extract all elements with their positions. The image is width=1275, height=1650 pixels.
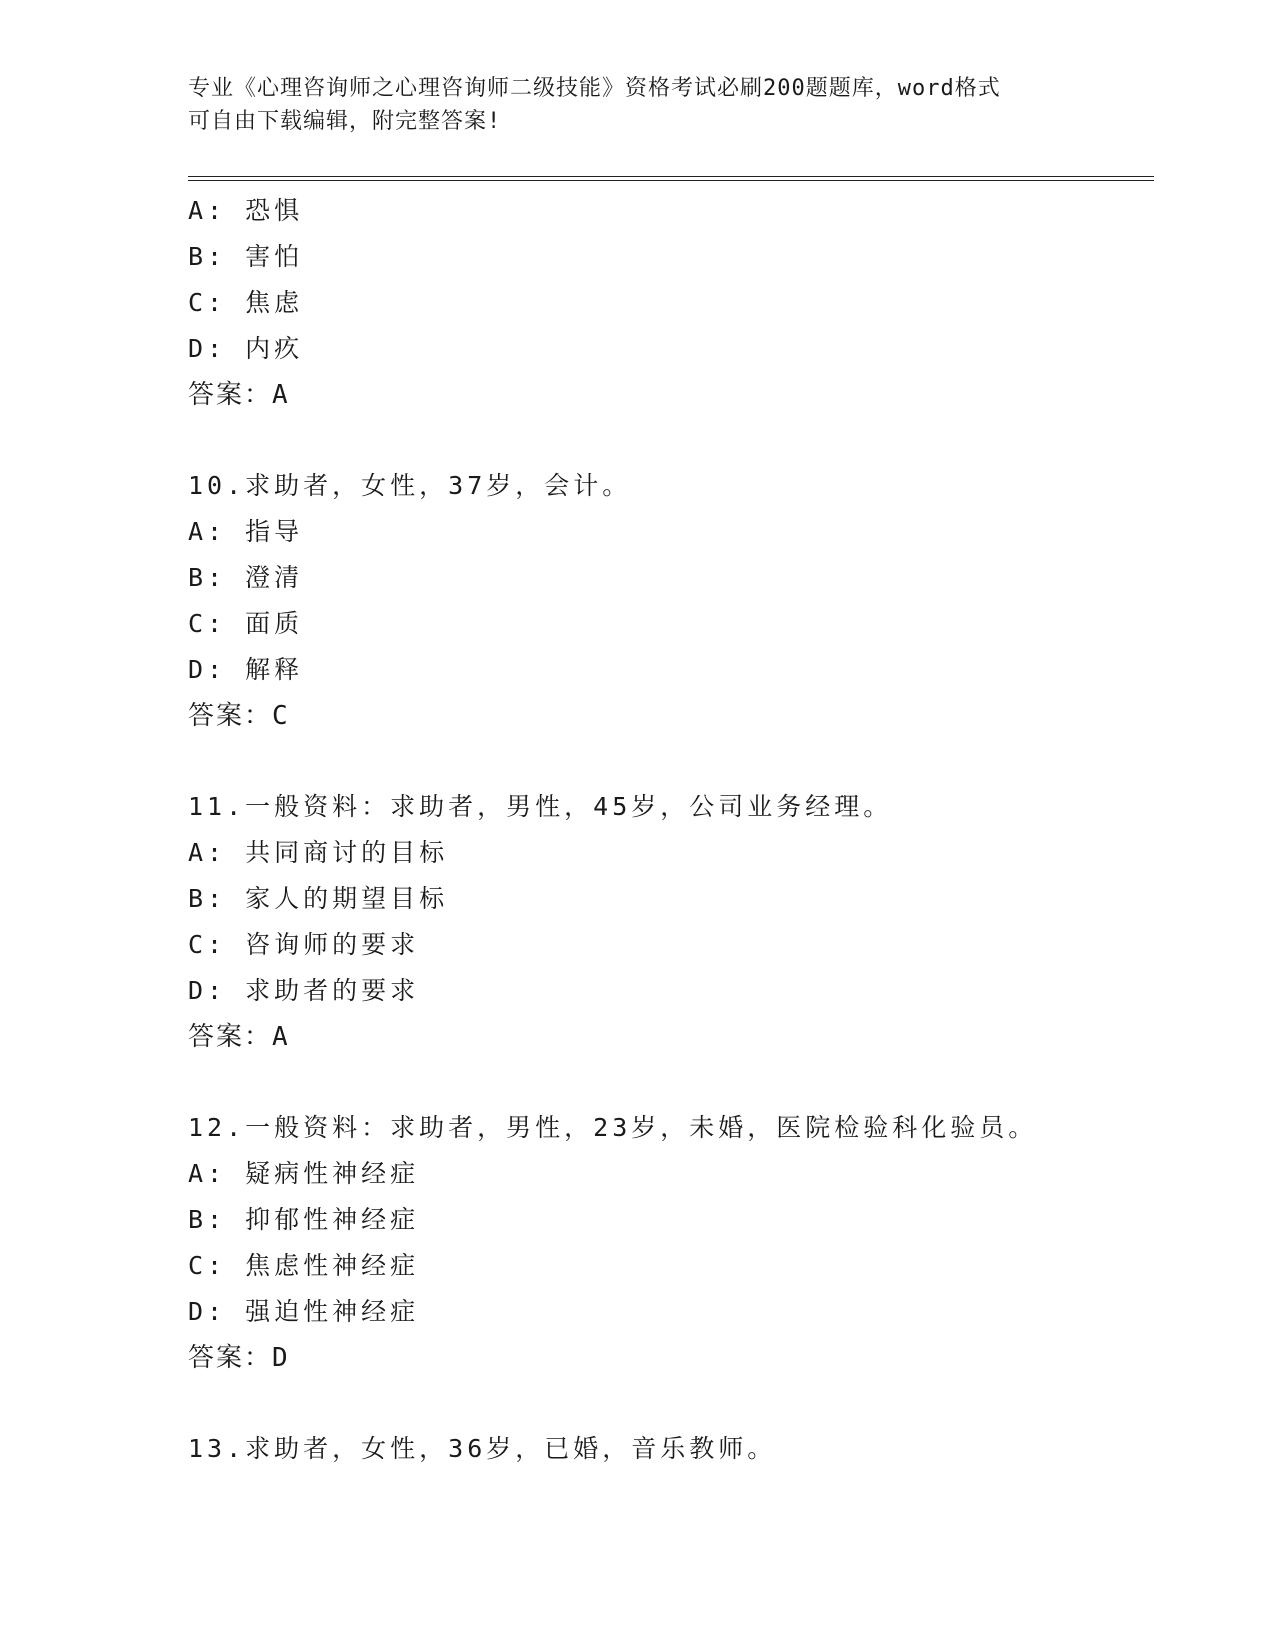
answer-label: 答案： [188,701,273,731]
option-b: B: 抑郁性神经症 [188,1205,420,1234]
option-c: C: 焦虑性神经症 [188,1251,420,1280]
answer-label: 答案： [188,1343,273,1373]
answer-line [188,1014,1154,1060]
option-b: B: 害怕 [188,242,304,271]
answer-label: 答案： [188,1022,273,1052]
option-d: D: 解释 [188,655,304,684]
option-a: A: 疑病性神经症 [188,1159,420,1188]
option-b: B: 澄清 [188,563,304,592]
question-text: 12.一般资料：求助者，男性，23岁，未婚，医院检验科化验员。 [188,1113,1038,1142]
question-text: 13.求助者，女性，36岁，已婚，音乐教师。 [188,1434,777,1463]
option-c: C: 咨询师的要求 [188,930,420,959]
option-a: A: 恐惧 [188,196,304,225]
double-rule-divider [188,176,1154,181]
question-text: 10.求助者，女性，37岁，会计。 [188,471,632,500]
answer-line [188,372,1154,418]
answer-value: D [272,1343,290,1373]
answer-line [188,693,1154,739]
option-c: C: 面质 [188,609,304,638]
option-a: A: 共同商讨的目标 [188,838,449,867]
answer-value: C [272,701,290,731]
document-header [188,72,1088,138]
question-content [188,188,1154,1472]
option-d: D: 求助者的要求 [188,976,420,1005]
question-block-10 [188,463,1154,739]
question-block-11 [188,784,1154,1060]
answer-value: A [272,1022,290,1052]
answer-line [188,1335,1154,1381]
option-a: A: 指导 [188,517,304,546]
header-line-2: 可自由下载编辑，附完整答案! [188,109,502,134]
answer-value: A [272,380,290,410]
question-block-9 [188,188,1154,418]
question-block-12 [188,1105,1154,1381]
question-text: 11.一般资料：求助者，男性，45岁，公司业务经理。 [188,792,893,821]
question-block-13 [188,1426,1154,1472]
option-d: D: 内疚 [188,334,304,363]
option-c: C: 焦虑 [188,288,304,317]
answer-label: 答案： [188,380,273,410]
header-line-1: 专业《心理咨询师之心理咨询师二级技能》资格考试必刷200题题库，word格式 [188,76,1001,101]
option-d: D: 强迫性神经症 [188,1297,420,1326]
option-b: B: 家人的期望目标 [188,884,449,913]
